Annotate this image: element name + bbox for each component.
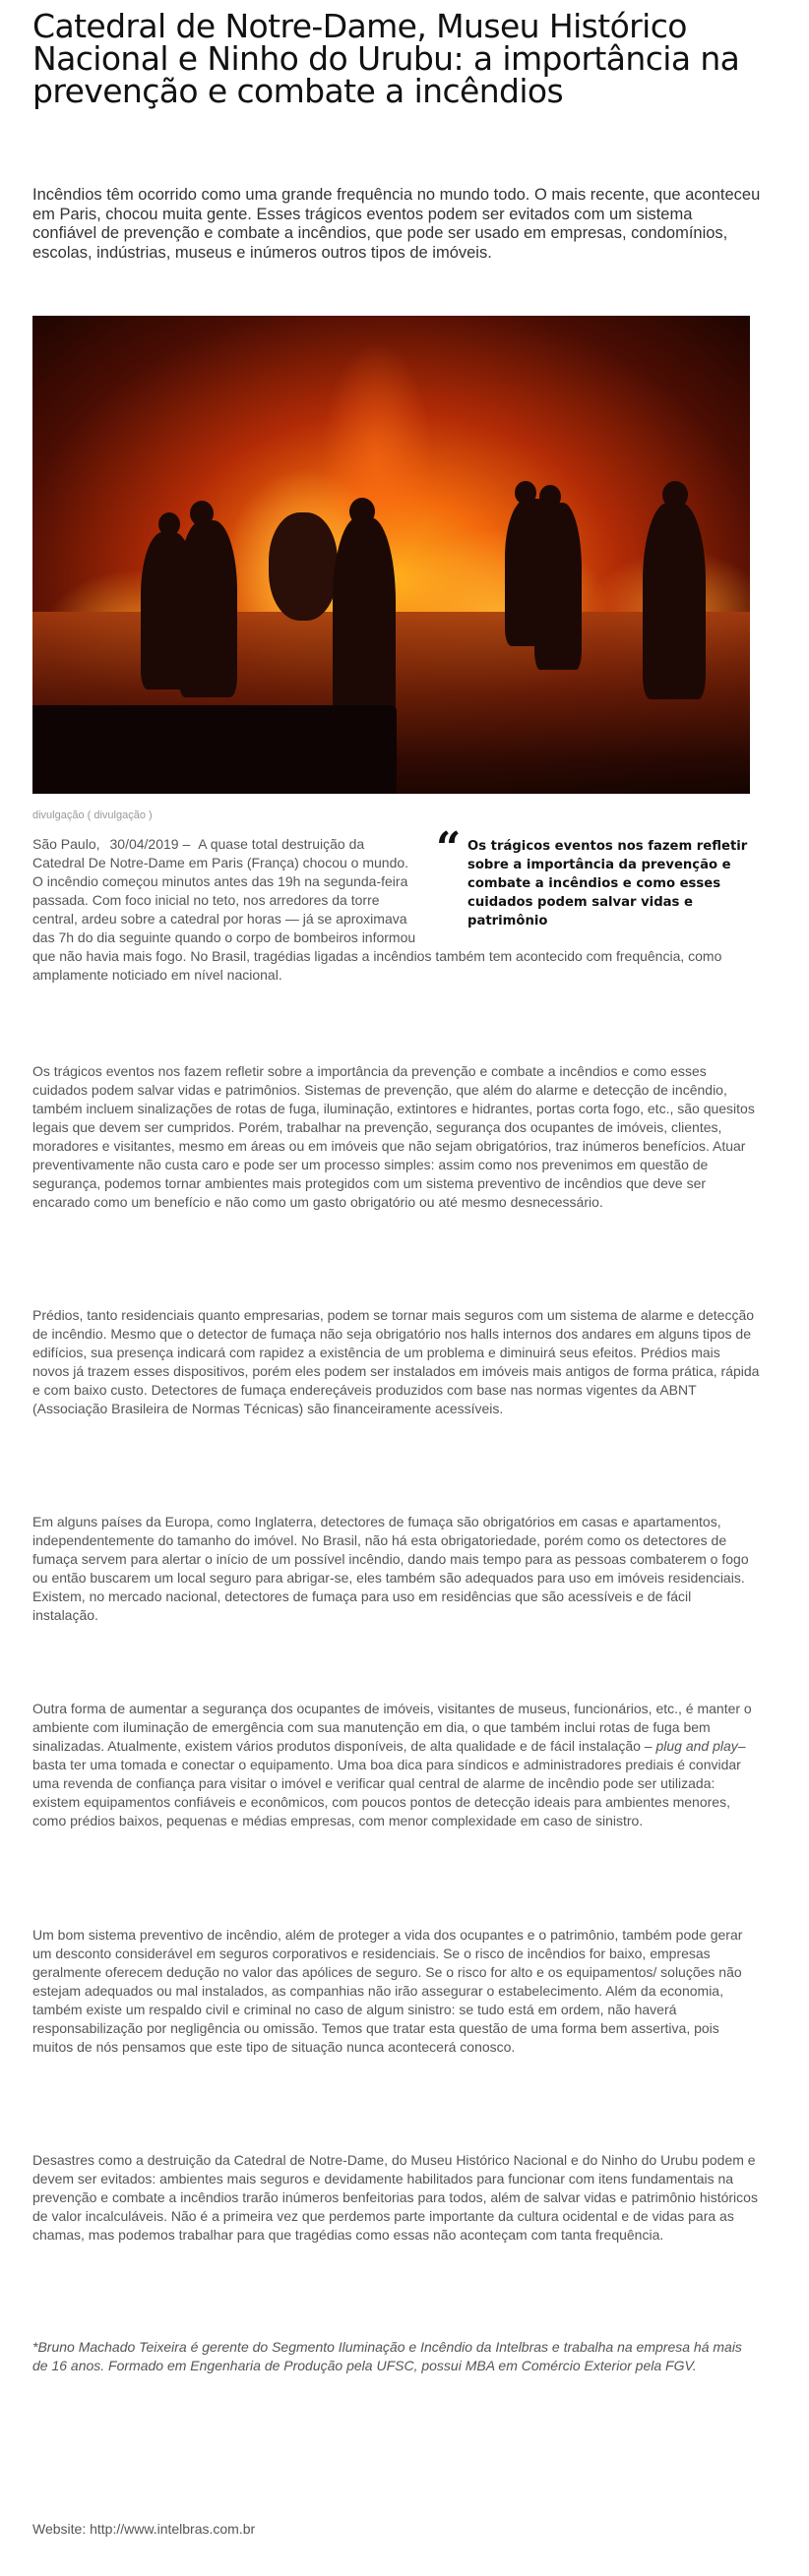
plug-text-before: Outra forma de aumentar a segurança dos ocupantes de imóveis, visitantes de museus, funcionários, etc., é manter o ambiente com iluminação de emergência com sua manutenção em dia, o que também inclui rotas de fuga bem sinalizadas. Atualmente, existem vários produtos disponíveis, de alta qualidade e de fácil instalação – (32, 1701, 752, 1754)
body-paragraph: Um bom sistema preventivo de incêndio, além de proteger a vida dos ocupantes e o patrimônio, também pode gerar um desconto considerável em seguros corporativos e residenciais. Se o risco de incêndios for baixo, empresas geralmente oferecem dedução no valor das apólices de seguro. Se o risco for alto e os equipamentos/ soluções não estejam adequados ou mal instalados, as companhias não irão assegurar o estabelecimento. Além da economia, também existe um respaldo civil e criminal no caso de algum sinistro: se tudo está em ordem, não haverá responsabilização por negligência ou omissão. Temos que tratar esta questão de uma forma bem assertiva, pois muitos de nós pensamos que este tipo de situação nunca acontecerá conosco. (32, 1927, 743, 2055)
pull-quote (436, 823, 761, 930)
body-paragraph: Prédios, tanto residenciais quanto empresarias, podem se tornar mais seguros com um sistema de alarme e detecção de incêndio. Mesmo que o detector de fumaça não seja obrigatório nos halls internos dos andares em alguns tipos de edifícios, sua presença indicará com rapidez a existência de um problema e diminuirá seus efeitos. Prédios mais novos já trazem esses dispositivos, porém eles podem ser instalados em imóveis mais antigos de forma prática, rápida e com baixo custo. Detectores de fumaça endereçáveis produzidos com base nas normas vigentes da ABNT (Associação Brasileira de Normas Técnicas) são financeiramente acessíveis. (32, 1307, 760, 1416)
body-paragraph: Os trágicos eventos nos fazem refletir sobre a importância da prevenção e combate a incêndios e como esses cuidados podem salvar vidas e patrimônios. Sistemas de prevenção, que além do alarme e detecção de incêndio, também incluem sinalizações de rotas de fuga, iluminação, extintores e hidrantes, portas corta fogo, etc., são quesitos legais que devem ser cumpridos. Porém, trabalhar na prevenção, segurança dos ocupantes de imóveis, clientes, moradores e visitantes, mesmo em áreas ou em imóveis que não sejam obrigatórios, traz inúmeros benefícios. Atuar preventivamente não custa caro e pode ser um processo simples: assim como nos prevenimos em questão de segurança, podemos tornar ambientes mais protegidos com um sistema preventivo de incêndios que deve ser encarado como um benefício e não como um gasto obrigatório ou até mesmo desnecessário. (32, 1063, 755, 1210)
website-link[interactable]: http://www.intelbras.com.br (90, 2521, 256, 2537)
author-bio: *Bruno Machado Teixeira é gerente do Segmento Iluminação e Incêndio da Intelbras e trabalha na empresa há mais de 16 anos. Formado em Engenharia de Produção pela UFSC, possui MBA em Comércio Exterior pela FGV. (32, 2339, 742, 2373)
body-paragraph: Em alguns países da Europa, como Inglaterra, detectores de fumaça são obrigatórios em casas e apartamentos, independentemente do tamanho do imóvel. No Brasil, não há esta obrigatoriedade, porém como os detectores de fumaça servem para alertar o início de um possível incêndio, dando mais tempo para as pessoas combaterem o fogo ou então buscarem um local seguro para abrigar-se, eles também são adequados para uso em imóveis residenciais. Existem, no mercado nacional, detectores de fumaça para uso em residências que são acessíveis e de fácil instalação. (32, 1514, 749, 1623)
hero-firefighter (643, 503, 706, 699)
dateline-place: São Paulo, (32, 836, 100, 852)
pull-quote-text: Os trágicos eventos nos fazem refletir sobre a importância da prevenção e combate a incêndios e como esses cuidados podem salvar vidas e patrimônio (467, 839, 748, 929)
image-caption: divulgação ( divulgação ) (32, 809, 153, 821)
article-lead (32, 823, 761, 985)
website-line (32, 2521, 255, 2537)
hero-firefighter (178, 520, 237, 697)
plug-and-play-term: plug and play (655, 1738, 738, 1754)
hero-firefighter (534, 503, 582, 670)
hero-firefighter (333, 517, 396, 729)
dateline-date: 30/04/2019 – (109, 836, 191, 852)
website-label: Website: (32, 2521, 87, 2537)
article-title: Catedral de Notre-Dame, Museu Histórico Nacional e Ninho do Urubu: a importância na prevenção e combate a incêndios (32, 7, 740, 110)
body-paragraph (32, 1700, 761, 1830)
lead-text: A quase total destruição da Catedral De Notre-Dame em Paris (França) chocou o mundo. O incêndio começou minutos antes das 19h na segunda-feira passada. Com foco inicial no teto, nos arredores da torre central, ardeu sobre a catedral por horas — já se aproximava das 7h do dia seguinte quando o corpo de bombeiros informou que não havia mais fogo. No Brasil, tragédias ligadas a incêndios também tem acontecido com frequência, como amplamente noticiado em nível nacional. (32, 836, 722, 983)
article-intro: Incêndios têm ocorrido como uma grande frequência no mundo todo. O mais recente, que aconteceu em Paris, chocou muita gente. Esses trágicos eventos podem ser evitados com um sistema confiável de prevenção e combate a incêndios, que pode ser usado em empresas, condomínios, escolas, indústrias, museus e inúmeros outros tipos de imóveis. (32, 186, 761, 262)
hero-tank (269, 512, 338, 621)
body-paragraph: Desastres como a destruição da Catedral de Notre-Dame, do Museu Histórico Nacional e do Ninho do Urubu podem e devem ser evitados: ambientes mais seguros e devidamente habilitados para funcionar com itens fundamentais na prevenção e combate a incêndios trarão inúmeros benfeitorias para todos, além de salvar vidas e patrimônio históricos de valor incalculáveis. Não é a primeira vez que perdemos parte importante da cultura ocidental e de vidas para as chamas, mas podemos trabalhar para que tragédias como essas não aconteçam com tanta frequência. (32, 2152, 758, 2243)
quote-icon: “ (436, 823, 462, 873)
hero-image (32, 316, 750, 794)
plug-text-after: – basta ter uma tomada e conectar o equipamento. Uma boa dica para síndicos e administradores prediais é convidar uma revenda de confiança para visitar o imóvel e verificar qual central de alarme de incêndio pode ser utilizada: existem equipamentos confiáveis e econômicos, com poucos pontos de detecção ideais para ambientes menores, como prédios baixos, pequenas e médias empresas, com menor complexidade em caso de sinistro. (32, 1738, 746, 1828)
hero-foreground-shadow (32, 705, 397, 794)
